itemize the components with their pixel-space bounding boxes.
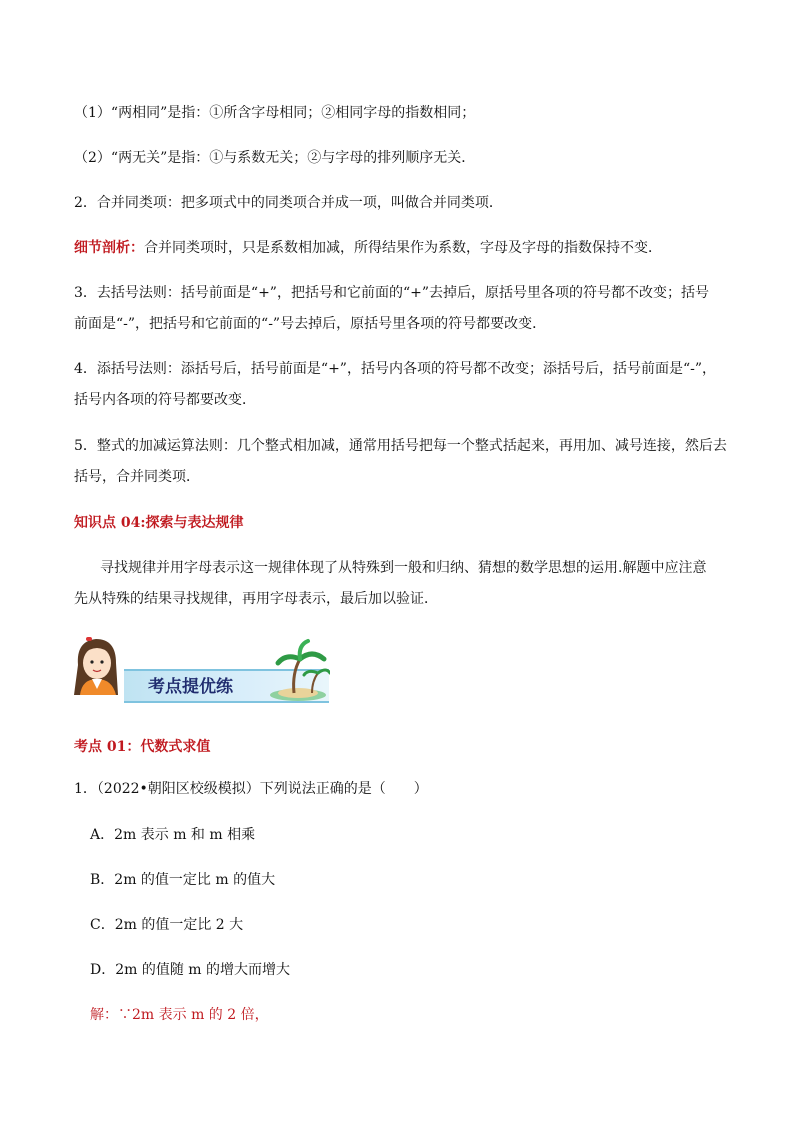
text-line-add-subtract-1: 5．整式的加减运算法则：几个整式相加减，通常用括号把每一个整式括起来，再用加、减号连接，然后去 — [74, 438, 727, 454]
girl-icon — [74, 637, 118, 695]
section-banner — [72, 633, 330, 703]
text-line-detail-analysis — [74, 238, 662, 258]
text-line-add-subtract-2: 括号，合并同类项． — [74, 469, 200, 485]
text-line-two-unrelated: （2）“两无关”是指：①与系数无关；②与字母的排列顺序无关． — [74, 150, 476, 166]
option-d: D．2m 的值随 m 的增大而增大 — [90, 962, 291, 978]
text-line-remove-brackets-2: 前面是“-”，把括号和它前面的“-”号去掉后，原括号里各项的符号都要改变． — [74, 316, 547, 332]
option-a: A．2m 表示 m 和 m 相乘 — [90, 827, 256, 843]
solution-line: 解：∵2m 表示 m 的 2 倍， — [90, 1007, 269, 1023]
detail-analysis-text: 合并同类项时，只是系数相加减，所得结果作为系数，字母及字母的指数保持不变． — [144, 240, 662, 256]
text-line-add-brackets-2: 括号内各项的符号都要改变． — [74, 392, 256, 408]
detail-analysis-label: 细节剖析： — [74, 240, 144, 256]
section-title: 考点 01：代数式求值 — [74, 739, 211, 755]
banner-title: 考点提优练 — [148, 677, 233, 697]
text-line-two-same: （1）“两相同”是指：①所含字母相同；②相同字母的指数相同； — [74, 105, 476, 121]
option-c: C．2m 的值一定比 2 大 — [90, 917, 244, 933]
knowledge-point-text-2: 先从特殊的结果寻找规律，再用字母表示，最后加以验证． — [74, 591, 438, 607]
island-icon — [270, 641, 330, 701]
knowledge-point-text-1: 寻找规律并用字母表示这一规律体现了从特殊到一般和归纳、猜想的数学思想的运用.解题中应注意 — [100, 560, 707, 576]
text-line-add-brackets-1: 4．添括号法则：添括号后，括号前面是“+”，括号内各项的符号都不改变；添括号后，括号前面是“-”， — [74, 361, 716, 377]
question-stem: 1．（2022•朝阳区校级模拟）下列说法正确的是（ ） — [74, 781, 428, 797]
text-line-remove-brackets-1: 3．去括号法则：括号前面是“+”，把括号和它前面的“+”去掉后，原括号里各项的符号都不改变；括号 — [74, 285, 709, 301]
text-line-merge-like-terms: 2．合并同类项：把多项式中的同类项合并成一项，叫做合并同类项． — [74, 195, 503, 211]
knowledge-point-title: 知识点 04:探索与表达规律 — [74, 515, 244, 531]
option-b: B．2m 的值一定比 m 的值大 — [90, 872, 276, 888]
